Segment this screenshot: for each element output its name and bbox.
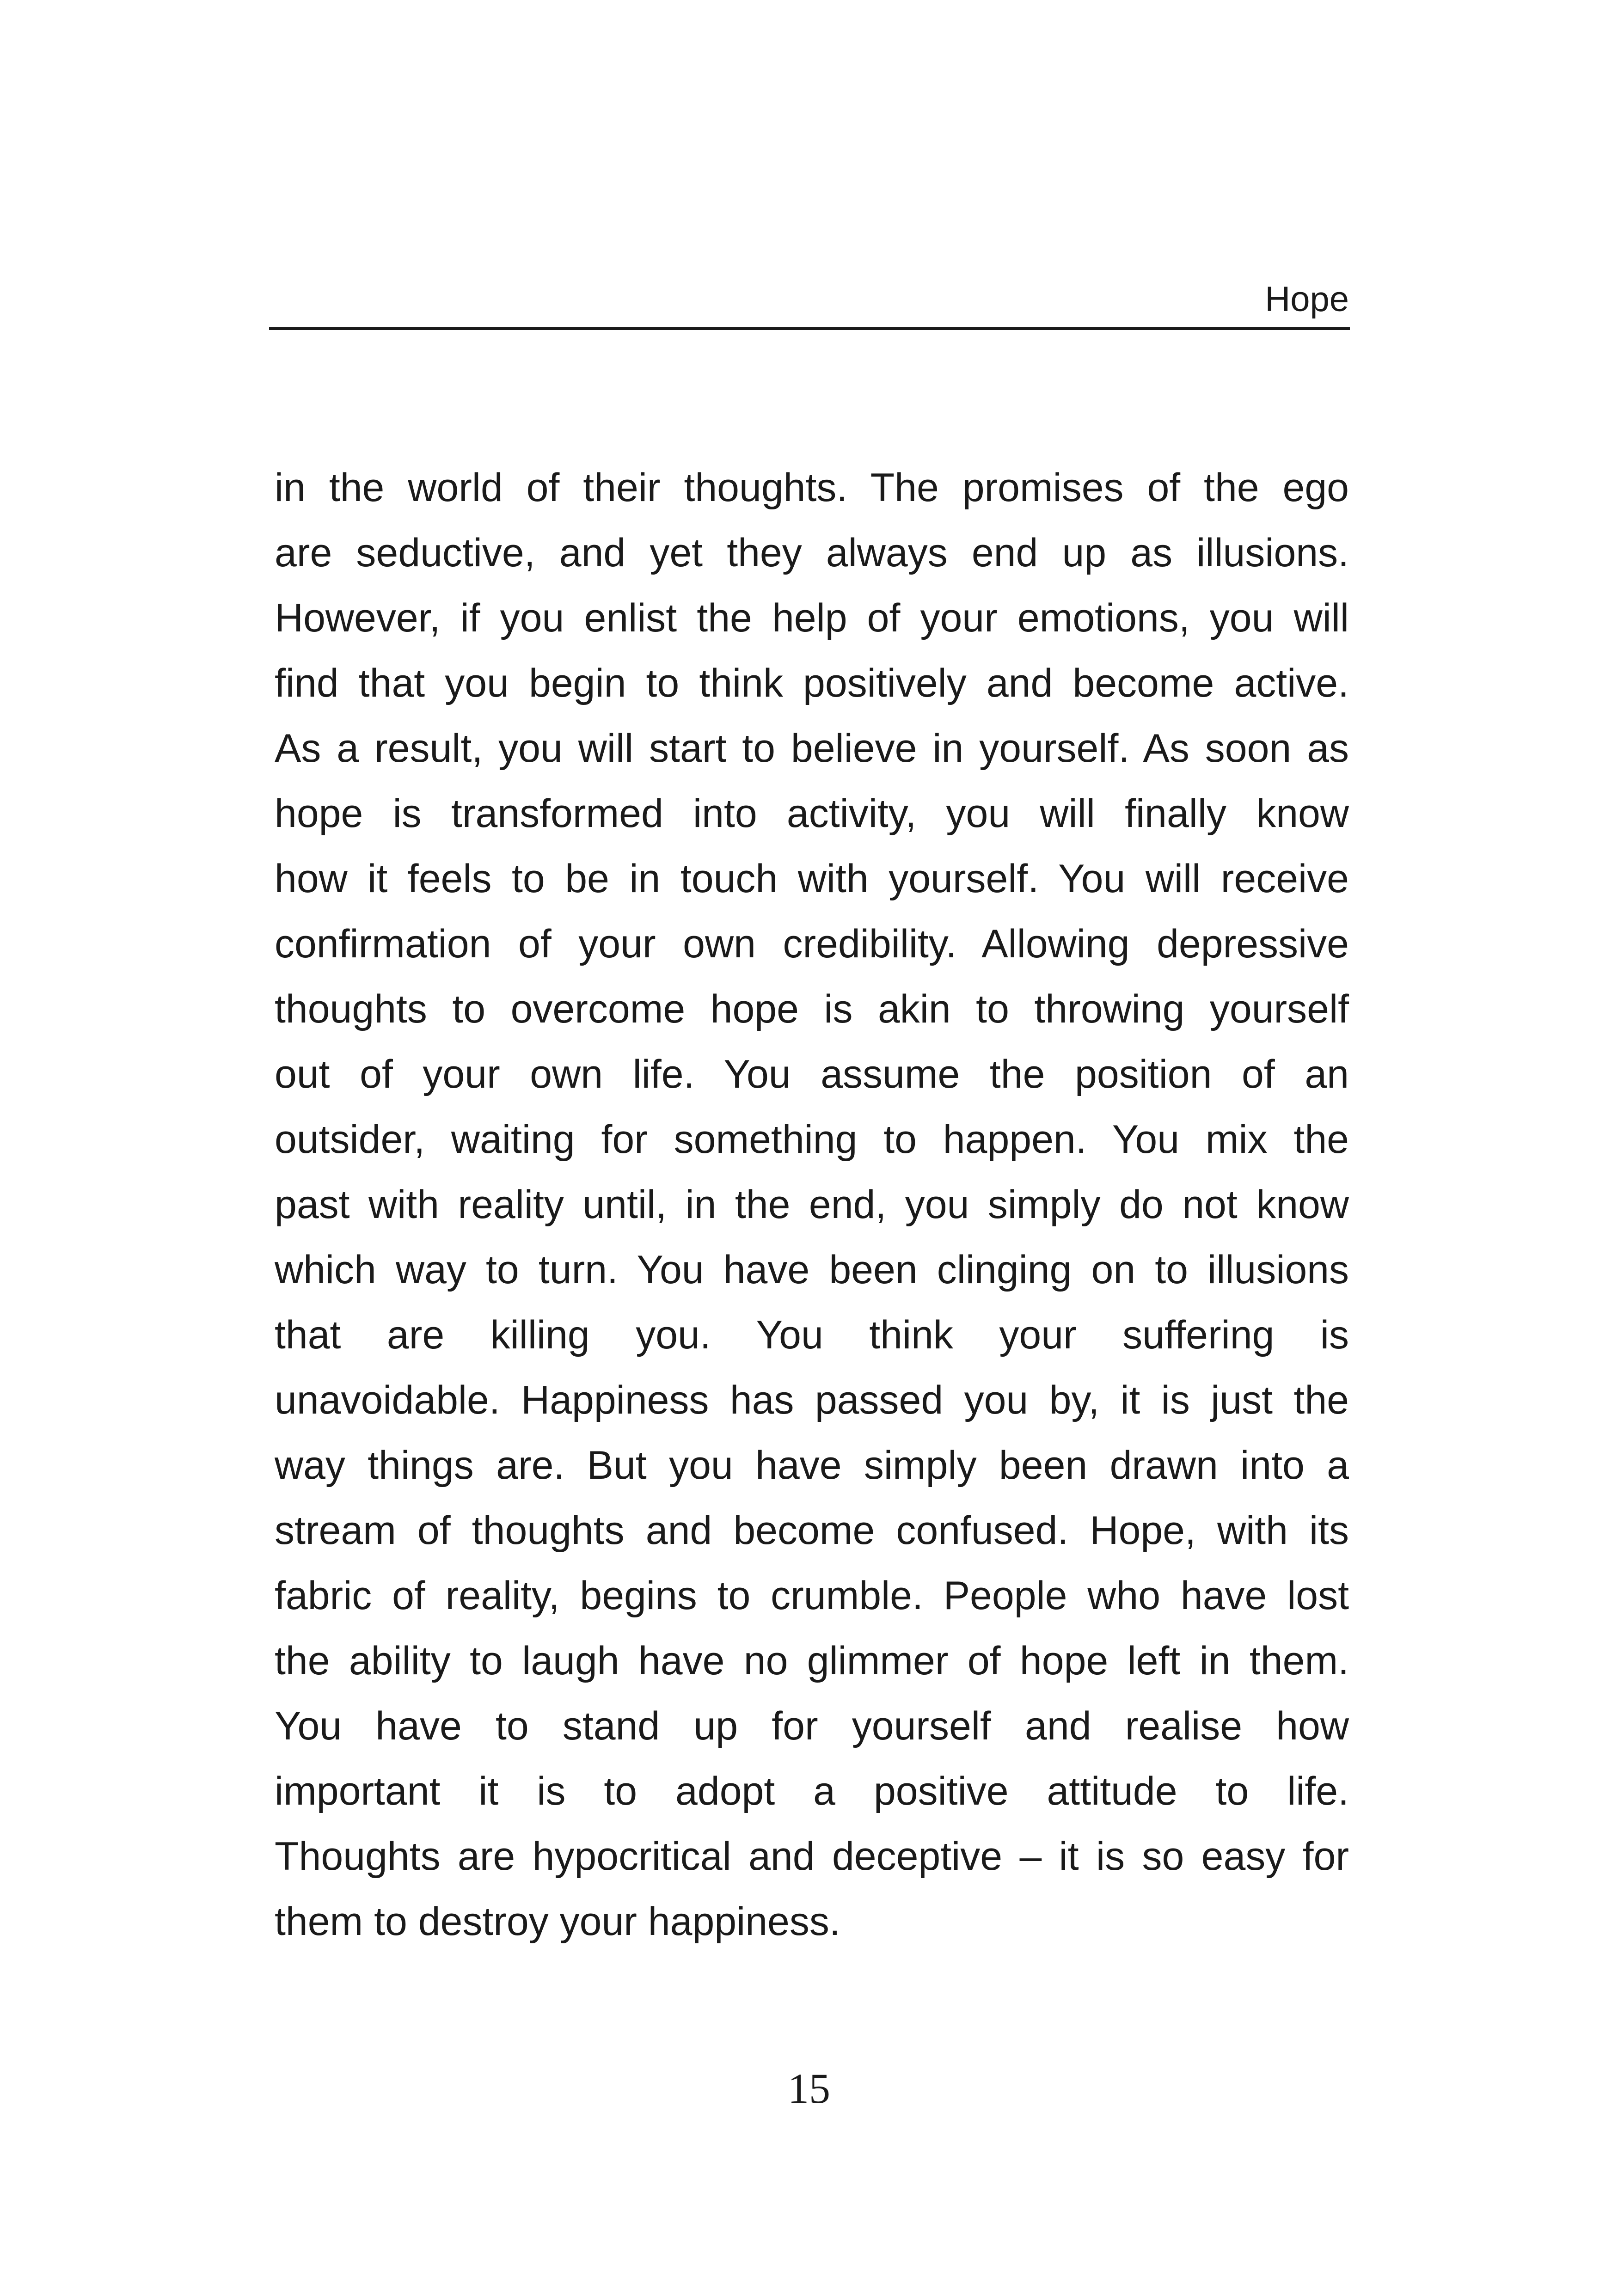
text-line: are seductive, and yet they always end up as illusions. <box>275 531 1349 575</box>
text-line: way things are. But you have simply been drawn into a <box>275 1443 1349 1488</box>
text-line: the ability to laugh have no glimmer of hope left in them. <box>275 1639 1349 1683</box>
text-line: out of your own life. You assume the position of an <box>275 1052 1349 1096</box>
text-line: stream of thoughts and become confused. Hope, with its <box>275 1508 1349 1553</box>
chapter-title: Hope <box>1265 280 1349 319</box>
text-line: important it is to adopt a positive attitude to life. <box>275 1769 1349 1813</box>
text-line: that are killing you. You think your suffering is <box>275 1313 1349 1357</box>
running-header <box>269 277 1350 330</box>
text-line: As a result, you will start to believe in yourself. As soon as <box>275 726 1349 771</box>
text-line: However, if you enlist the help of your emotions, you will <box>275 596 1349 640</box>
text-line: outsider, waiting for something to happen. You mix the <box>275 1117 1349 1162</box>
text-line: in the world of their thoughts. The promises of the ego <box>275 465 1349 510</box>
body-paragraph <box>275 455 1349 1954</box>
text-line: confirmation of your own credibility. Allowing depressive <box>275 922 1349 966</box>
text-line: past with reality until, in the end, you simply do not know <box>275 1182 1349 1227</box>
text-line: fabric of reality, begins to crumble. People who have lost <box>275 1574 1349 1618</box>
page-number: 15 <box>788 2065 830 2112</box>
text-line: thoughts to overcome hope is akin to throwing yourself <box>275 987 1349 1031</box>
text-line: find that you begin to think positively and become active. <box>275 661 1349 705</box>
text-line: unavoidable. Happiness has passed you by, it is just the <box>275 1378 1349 1422</box>
text-line: Thoughts are hypocritical and deceptive – it is so easy for <box>275 1834 1349 1879</box>
text-line: You have to stand up for yourself and realise how <box>275 1704 1349 1748</box>
text-line: them to destroy your happiness. <box>275 1899 840 1944</box>
text-line: how it feels to be in touch with yourself. You will receive <box>275 857 1349 901</box>
text-line: hope is transformed into activity, you will finally know <box>275 791 1349 836</box>
text-line: which way to turn. You have been clinging on to illusions <box>275 1248 1349 1292</box>
